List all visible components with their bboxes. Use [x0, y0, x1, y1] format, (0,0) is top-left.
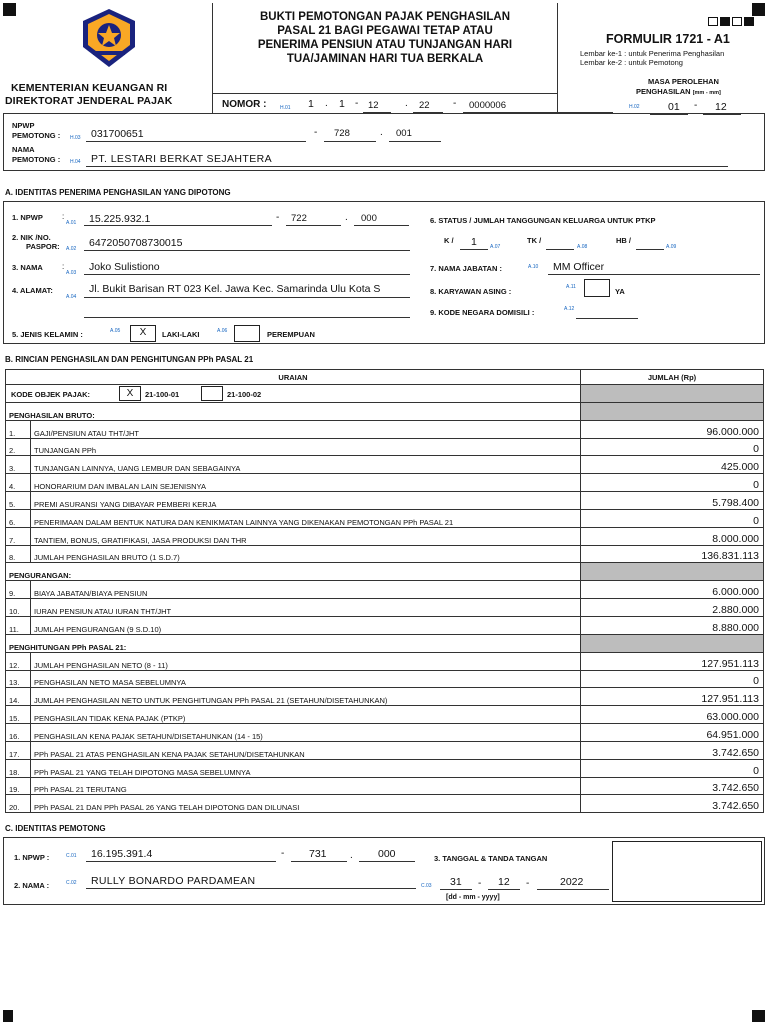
c-date-format: [dd - mm - yyyy]	[446, 894, 500, 901]
male-checkbox[interactable]: X	[130, 325, 156, 342]
c-nama-code: C.02	[66, 880, 77, 886]
table-row	[6, 456, 764, 474]
nomor-code: H.01	[280, 105, 291, 111]
table-row	[6, 670, 764, 688]
row-description: PPh PASAL 21 YANG TELAH DIPOTONG MASA SEBELUMNYA	[31, 759, 581, 777]
a-jabatan-label: 7. NAMA JABATAN :	[430, 264, 502, 273]
a-nik-label-2: PASPOR:	[26, 242, 60, 251]
row-description: PENERIMAAN DALAM BENTUK NATURA DAN KENIKMATAN LAINNYA YANG DIKENAKAN PEMOTONGAN PPh PASAL 21	[31, 509, 581, 527]
row-description: HONORARIUM DAN IMBALAN LAIN SEJENISNYA	[31, 474, 581, 492]
title-line-3: PENERIMA PENSIUN ATAU TUNJANGAN HARI	[257, 39, 513, 51]
section-a-title: A. IDENTITAS PENERIMA PENGHASILAN YANG DIPOTONG	[5, 188, 231, 197]
income-table	[5, 369, 764, 813]
a-nik[interactable]: 6472050708730015	[89, 237, 183, 249]
row-description: GAJI/PENSIUN ATAU THT/JHT	[31, 420, 581, 438]
row-number: 14.	[6, 688, 31, 706]
a-jabatan-code: A.10	[528, 264, 539, 270]
row-amount[interactable]: 0	[581, 474, 764, 492]
row-amount[interactable]: 0	[581, 759, 764, 777]
a-npwp-code: A.01	[66, 220, 77, 226]
pemotong-nama-label-2: PEMOTONG :	[12, 155, 61, 164]
section-c-box: 1. NPWP : C.01 16.195.391.4 - 731 . 000 2. NAMA : C.02 RULLY BONARDO PARDAMEAN 3. TANGGAL & TANDA TANGAN C.03 31 - 12 - 2022 [dd - mm - yyyy]	[3, 837, 765, 905]
table-row	[6, 706, 764, 724]
a-alamat[interactable]: Jl. Bukit Barisan RT 023 Kel. Jawa Kec. Samarinda Ulu Kota S	[89, 283, 381, 295]
c-npwp-code: C.01	[66, 853, 77, 859]
table-row	[6, 581, 764, 599]
pengurangan-header-row	[6, 563, 764, 581]
a-npwp-label: 1. NPWP	[12, 213, 43, 222]
a-nama-label: 3. NAMA	[12, 263, 43, 272]
c-tanggal-label: 3. TANGGAL & TANDA TANGAN	[434, 854, 548, 863]
row-amount[interactable]: 5.798.400	[581, 492, 764, 510]
kode-21-100-01-checkbox[interactable]: X	[119, 386, 141, 401]
row-amount[interactable]: 127.951.113	[581, 652, 764, 670]
col-uraian: URAIAN	[6, 370, 581, 385]
row-number: 20.	[6, 795, 31, 813]
nomor-label: NOMOR :	[222, 99, 267, 110]
penghitungan-header-row	[6, 634, 764, 652]
logo-panel	[3, 3, 213, 113]
table-row	[6, 616, 764, 634]
c-npwp-3[interactable]: 000	[378, 848, 396, 860]
row-amount[interactable]: 0	[581, 438, 764, 456]
col-jumlah: JUMLAH (Rp)	[581, 370, 764, 385]
kode-21-100-02-checkbox[interactable]	[201, 386, 223, 401]
row-description: TUNJANGAN LAINNYA, UANG LEMBUR DAN SEBAGAINYA	[31, 456, 581, 474]
penghitungan-header-row-title: PENGHITUNGAN PPh PASAL 21:	[6, 634, 581, 652]
a-npwp-1[interactable]: 15.225.932.1	[89, 213, 151, 225]
title-line-1: BUKTI PEMOTONGAN PAJAK PENGHASILAN	[259, 11, 511, 23]
a-gender-label: 5. JENIS KELAMIN :	[12, 330, 83, 339]
a-nama-code: A.03	[66, 270, 77, 276]
female-checkbox[interactable]	[234, 325, 260, 342]
c-month[interactable]: 12	[498, 876, 510, 888]
section-b-title: B. RINCIAN PENGHASILAN DAN PENGHITUNGAN PPh PASAL 21	[5, 355, 254, 364]
row-description: TANTIEM, BONUS, GRATIFIKASI, JASA PRODUKSI DAN THR	[31, 527, 581, 545]
row-number: 18.	[6, 759, 31, 777]
row-number: 19.	[6, 777, 31, 795]
a-male-label: LAKI-LAKI	[162, 330, 200, 339]
kode-1-label: 21-100-01	[145, 390, 180, 399]
a-nik-code: A.02	[66, 246, 77, 252]
signature-box[interactable]	[612, 841, 762, 902]
row-description: PPh PASAL 21 ATAS PENGHASILAN KENA PAJAK SETAHUN/DISETAHUNKAN	[31, 741, 581, 759]
section-c-title: C. IDENTITAS PEMOTONG	[5, 824, 106, 833]
period-label-1: MASA PEROLEHAN	[648, 77, 719, 86]
a-asing-ya: YA	[615, 287, 625, 296]
row-description: PPh PASAL 21 DAN PPh PASAL 26 YANG TELAH DIPOTONG DAN DILUNASI	[31, 795, 581, 813]
pemotong-nama-code: H.04	[70, 159, 81, 165]
nomor-row: NOMOR : H.01 1 . 1 - 12 . 22 - 0000006	[213, 93, 558, 113]
nomor-5[interactable]: 0000006	[469, 100, 506, 111]
a-tk-code: A.08	[577, 244, 588, 250]
a-female-code: A.06	[217, 328, 228, 334]
a-k-code: A.07	[490, 244, 501, 250]
table-row	[6, 652, 764, 670]
row-amount[interactable]: 2.880.000	[581, 599, 764, 617]
pemotong-nama-label-1: NAMA	[12, 145, 35, 154]
row-number: 9.	[6, 581, 31, 599]
row-description: PENGHASILAN TIDAK KENA PAJAK (PTKP)	[31, 706, 581, 724]
row-number: 16.	[6, 724, 31, 742]
row-description: JUMLAH PENGHASILAN BRUTO (1 S.D.7)	[31, 545, 581, 563]
table-row	[6, 599, 764, 617]
title-line-2: PASAL 21 BAGI PEGAWAI TETAP ATAU	[277, 25, 493, 37]
a-male-code: A.05	[110, 328, 121, 334]
sheet-2-note: Lembar ke-2 : untuk Pemotong	[580, 58, 683, 67]
table-row	[6, 474, 764, 492]
a-asing-label: 8. KARYAWAN ASING :	[430, 287, 512, 296]
row-number: 6.	[6, 509, 31, 527]
c-tanggal-code: C.03	[421, 883, 432, 889]
a-negara-code: A.12	[564, 306, 575, 312]
row-number: 12.	[6, 652, 31, 670]
row-amount[interactable]: 136.831.113	[581, 545, 764, 563]
form-name: FORMULIR 1721 - A1	[606, 32, 730, 46]
bruto-header-row	[6, 402, 764, 420]
a-status-label: 6. STATUS / JUMLAH TANGGUNGAN KELUARGA UNTUK PTKP	[430, 216, 656, 225]
row-number: 2.	[6, 438, 31, 456]
row-number: 17.	[6, 741, 31, 759]
pemotong-npwp-code: H.03	[70, 135, 81, 141]
row-description: JUMLAH PENGHASILAN NETO UNTUK PENGHITUNGAN PPh PASAL 21 (SETAHUN/DISETAHUNKAN)	[31, 688, 581, 706]
table-row	[6, 492, 764, 510]
nomor-3[interactable]: 12	[368, 100, 379, 111]
row-amount[interactable]: 8.000.000	[581, 527, 764, 545]
row-amount[interactable]: 3.742.650	[581, 741, 764, 759]
period-to[interactable]: 12	[715, 101, 727, 113]
nomor-4[interactable]: 22	[419, 100, 430, 111]
pemotong-nama[interactable]: PT. LESTARI BERKAT SEJAHTERA	[91, 153, 272, 165]
kemenkeu-logo-icon	[79, 7, 139, 69]
section-a-box: 1. NPWP : A.01 15.225.932.1 - 722 . 000 2. NIK /NO. PASPOR: A.02 6472050708730015 3. NAMA : A.03 Joko Sulistiono 4. ALAMAT: A.04 Jl. Bukit Barisan RT 023 Kel. Jawa Kec. Samarinda Ulu Kota S 5. JENIS KELAMIN : A.05 X LAKI-LAKI A.06 PEREMPUAN 6. STATUS / JUMLAH TANGGUNGAN KELUARGA UNTUK PTKP K / 1 A.07 TK / A.08 HB / A.09 7. NAMA JABATAN : A.10 MM Officer 8. KARYAWAN ASING : A.11 YA 9. KODE NEGARA DOMISILI : A.12	[3, 201, 765, 344]
row-number: 5.	[6, 492, 31, 510]
row-number: 11.	[6, 616, 31, 634]
bruto-title: PENGHASILAN BRUTO:	[6, 402, 581, 420]
row-number: 10.	[6, 599, 31, 617]
kode-objek-row	[6, 385, 764, 403]
table-row	[6, 777, 764, 795]
pemotong-npwp-3[interactable]: 001	[396, 128, 412, 139]
row-number: 7.	[6, 527, 31, 545]
corner-mark-bottom-left	[3, 1010, 13, 1022]
pengurangan-header-row-title: PENGURANGAN:	[6, 563, 581, 581]
c-npwp-label: 1. NPWP :	[14, 853, 50, 862]
a-k-label: K /	[444, 236, 454, 245]
row-description: TUNJANGAN PPh	[31, 438, 581, 456]
table-row	[6, 545, 764, 563]
row-description: JUMLAH PENGURANGAN (9 S.D.10)	[31, 616, 581, 634]
a-k-value[interactable]: 1	[471, 236, 477, 248]
row-amount[interactable]: 96.000.000	[581, 420, 764, 438]
pemotong-npwp-1[interactable]: 031700651	[91, 128, 144, 140]
table-row	[6, 527, 764, 545]
form-title	[213, 3, 558, 93]
a-jabatan[interactable]: MM Officer	[553, 261, 605, 273]
row-description: PENGHASILAN NETO MASA SEBELUMNYA	[31, 670, 581, 688]
a-alamat-code: A.04	[66, 294, 77, 300]
corner-mark-bottom-right	[752, 1010, 765, 1022]
row-amount[interactable]: 425.000	[581, 456, 764, 474]
a-tk-label: TK /	[527, 236, 542, 245]
period-label-2: PENGHASILAN [mm - mm]	[636, 87, 721, 96]
a-nik-label-1: 2. NIK /NO.	[12, 233, 51, 242]
row-description: JUMLAH PENGHASILAN NETO (8 - 11)	[31, 652, 581, 670]
row-description: PREMI ASURANSI YANG DIBAYAR PEMBERI KERJA	[31, 492, 581, 510]
pemotong-npwp-label-2: PEMOTONG :	[12, 131, 61, 140]
c-npwp-2[interactable]: 731	[309, 848, 327, 860]
table-header-row	[6, 370, 764, 385]
nomor-2[interactable]: 1	[339, 98, 345, 110]
sheet-boxes	[708, 13, 754, 31]
pemotong-npwp-2[interactable]: 728	[334, 128, 350, 139]
foreign-employee-checkbox[interactable]	[584, 279, 610, 297]
c-npwp-1[interactable]: 16.195.391.4	[91, 848, 153, 860]
row-amount[interactable]: 6.000.000	[581, 581, 764, 599]
c-year[interactable]: 2022	[560, 876, 584, 888]
header	[3, 3, 765, 113]
row-number: 8.	[6, 545, 31, 563]
c-nama[interactable]: RULLY BONARDO PARDAMEAN	[91, 875, 256, 887]
row-description: PPh PASAL 21 TERUTANG	[31, 777, 581, 795]
row-amount[interactable]: 0	[581, 509, 764, 527]
title-line-4: TUA/JAMINAN HARI TUA BERKALA	[286, 53, 484, 65]
row-number: 15.	[6, 706, 31, 724]
a-npwp-2[interactable]: 722	[291, 213, 307, 224]
table-row	[6, 741, 764, 759]
directorate-name: DIREKTORAT JENDERAL PAJAK	[5, 95, 173, 107]
row-amount[interactable]: 63.000.000	[581, 706, 764, 724]
a-nama[interactable]: Joko Sulistiono	[89, 261, 160, 273]
kode-label: KODE OBJEK PAJAK:	[11, 390, 91, 399]
period-code: H.02	[629, 104, 640, 110]
row-amount[interactable]: 8.880.000	[581, 616, 764, 634]
row-amount[interactable]: 127.951.113	[581, 688, 764, 706]
kode-2-label: 21-100-02	[227, 390, 262, 399]
pemotong-npwp-label-1: NPWP	[12, 121, 35, 130]
a-asing-code: A.11	[566, 284, 576, 290]
nomor-1[interactable]: 1	[308, 98, 314, 110]
a-alamat-label: 4. ALAMAT:	[12, 286, 53, 295]
a-npwp-3[interactable]: 000	[361, 213, 377, 224]
ministry-name: KEMENTERIAN KEUANGAN RI	[11, 82, 168, 94]
row-amount[interactable]: 0	[581, 670, 764, 688]
row-number: 1.	[6, 420, 31, 438]
table-row	[6, 759, 764, 777]
row-amount[interactable]: 64.951.000	[581, 724, 764, 742]
table-row	[6, 509, 764, 527]
table-row	[6, 420, 764, 438]
table-row	[6, 688, 764, 706]
row-number: 13.	[6, 670, 31, 688]
table-row	[6, 795, 764, 813]
a-hb-code: A.09	[666, 244, 677, 250]
c-nama-label: 2. NAMA :	[14, 881, 50, 890]
row-amount[interactable]: 3.742.650	[581, 777, 764, 795]
period-from[interactable]: 01	[668, 101, 680, 113]
row-number: 4.	[6, 474, 31, 492]
table-row	[6, 438, 764, 456]
form-id-panel: FORMULIR 1721 - A1 Lembar ke-1 : untuk Penerima Penghasilan Lembar ke-2 : untuk Pemotong MASA PEROLEHAN PENGHASILAN [mm - mm] H.02 01 - 12	[558, 3, 765, 113]
row-amount[interactable]: 3.742.650	[581, 795, 764, 813]
a-female-label: PEREMPUAN	[267, 330, 315, 339]
row-description: BIAYA JABATAN/BIAYA PENSIUN	[31, 581, 581, 599]
a-negara-label: 9. KODE NEGARA DOMISILI :	[430, 308, 535, 317]
row-description: IURAN PENSIUN ATAU IURAN THT/JHT	[31, 599, 581, 617]
sheet-1-note: Lembar ke-1 : untuk Penerima Penghasilan	[580, 49, 725, 58]
a-hb-label: HB /	[616, 236, 631, 245]
c-day[interactable]: 31	[450, 876, 462, 888]
pemotong-top: NPWP PEMOTONG : H.03 031700651 - 728 . 001 NAMA PEMOTONG : H.04 PT. LESTARI BERKAT SEJAHTERA	[3, 113, 765, 171]
table-row	[6, 724, 764, 742]
row-description: PENGHASILAN KENA PAJAK SETAHUN/DISETAHUNKAN (14 - 15)	[31, 724, 581, 742]
row-number: 3.	[6, 456, 31, 474]
